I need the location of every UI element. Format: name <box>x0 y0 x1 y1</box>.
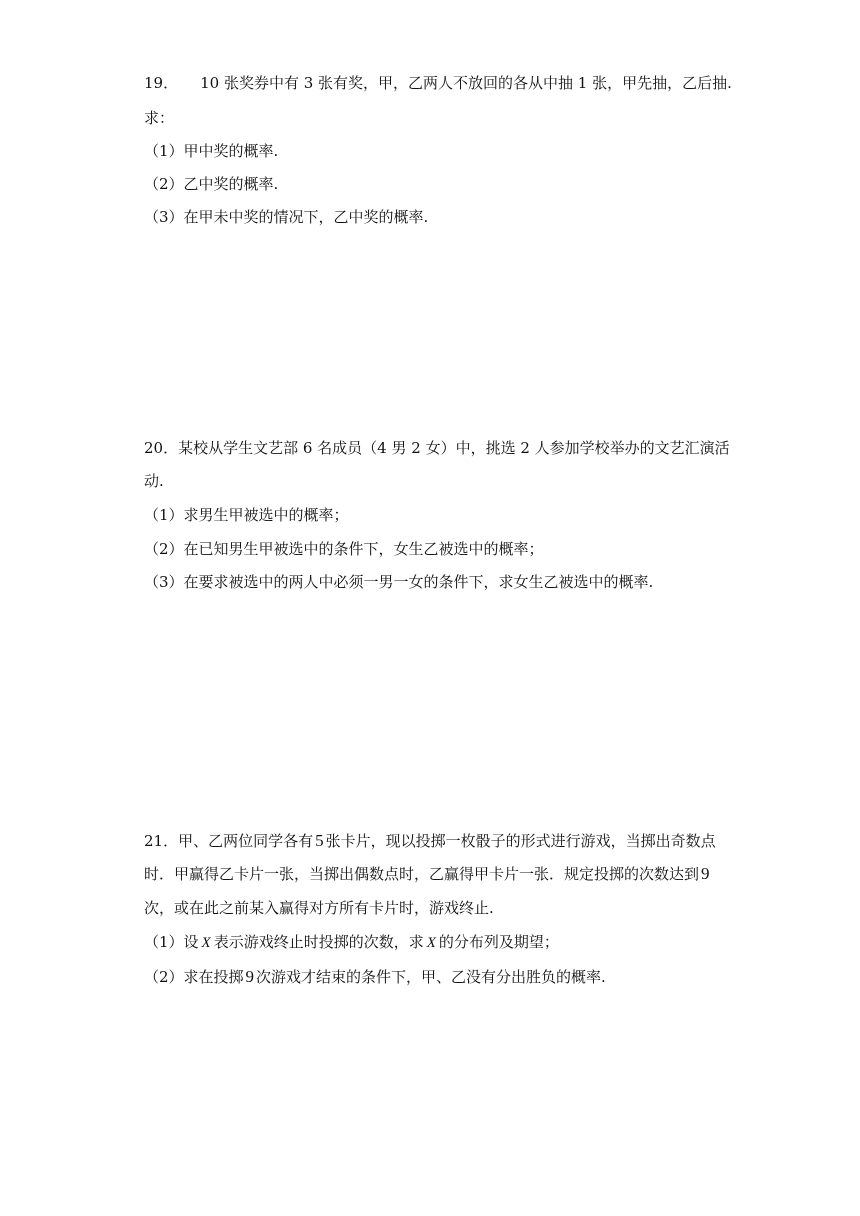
q20-number: 20． <box>144 439 179 457</box>
q21-throw-limit: 9 <box>701 864 710 883</box>
q21-part1-text-b: 表示游戏终止时投掷的次数，求 <box>213 933 424 951</box>
q21-var-x-1: X <box>201 935 211 951</box>
q20-stem-text: 某校从学生文艺部 6 名成员（4 男 2 女）中，挑选 2 人参加学校举办的文艺汇演活 <box>178 439 730 457</box>
q20-stem-line2: 动. <box>144 472 164 490</box>
q21-part1 <box>144 932 559 953</box>
q21-card-count: 5 <box>315 831 324 850</box>
q19-part2: （2）乙中奖的概率. <box>144 175 279 193</box>
q19-number: 19． <box>144 74 179 92</box>
q21-part2 <box>144 967 606 987</box>
q21-stem-text-c: 时．甲赢得乙卡片一张，当掷出偶数点时，乙赢得甲卡片一张．规定投掷的次数达到 <box>144 865 700 883</box>
q19-stem-line1 <box>144 73 732 93</box>
q19-stem-line2: 求： <box>144 109 175 127</box>
q20-part3: （3）在要求被选中的两人中必须一男一女的条件下，求女生乙被选中的概率. <box>144 573 654 591</box>
q21-part1-text-a: （1）设 <box>144 933 199 951</box>
q19-part3: （3）在甲未中奖的情况下，乙中奖的概率. <box>144 208 429 226</box>
q21-stem-text-a: 甲、乙两位同学各有 <box>178 832 314 850</box>
q21-stem-line2 <box>144 864 712 884</box>
q21-var-x-2: X <box>426 935 436 951</box>
q20-stem-line1 <box>144 438 730 458</box>
q21-part2-text-b: 次游戏才结束的条件下，甲、乙没有分出胜负的概率. <box>256 968 606 986</box>
q21-stem-line1 <box>144 831 716 851</box>
q21-part2-number: 9 <box>245 967 255 986</box>
q21-part1-text-c: 的分布列及期望； <box>438 933 559 951</box>
q21-number: 21． <box>144 832 179 850</box>
q21-part2-text-a: （2）求在投掷 <box>144 968 244 986</box>
q21-stem-line3: 次，或在此之前某入赢得对方所有卡片时，游戏终止. <box>144 899 494 917</box>
q20-part2: （2）在已知男生甲被选中的条件下，女生乙被选中的概率； <box>144 540 544 558</box>
q19-part1: （1）甲中奖的概率. <box>144 142 279 160</box>
q20-part1: （1）求男生甲被选中的概率； <box>144 506 349 524</box>
q21-stem-text-b: 张卡片，现以投掷一枚骰子的形式进行游戏，当掷出奇数点 <box>325 832 716 850</box>
q19-stem-text: 10 张奖券中有 3 张有奖，甲，乙两人不放回的各从中抽 1 张，甲先抽，乙后抽. <box>200 74 732 92</box>
